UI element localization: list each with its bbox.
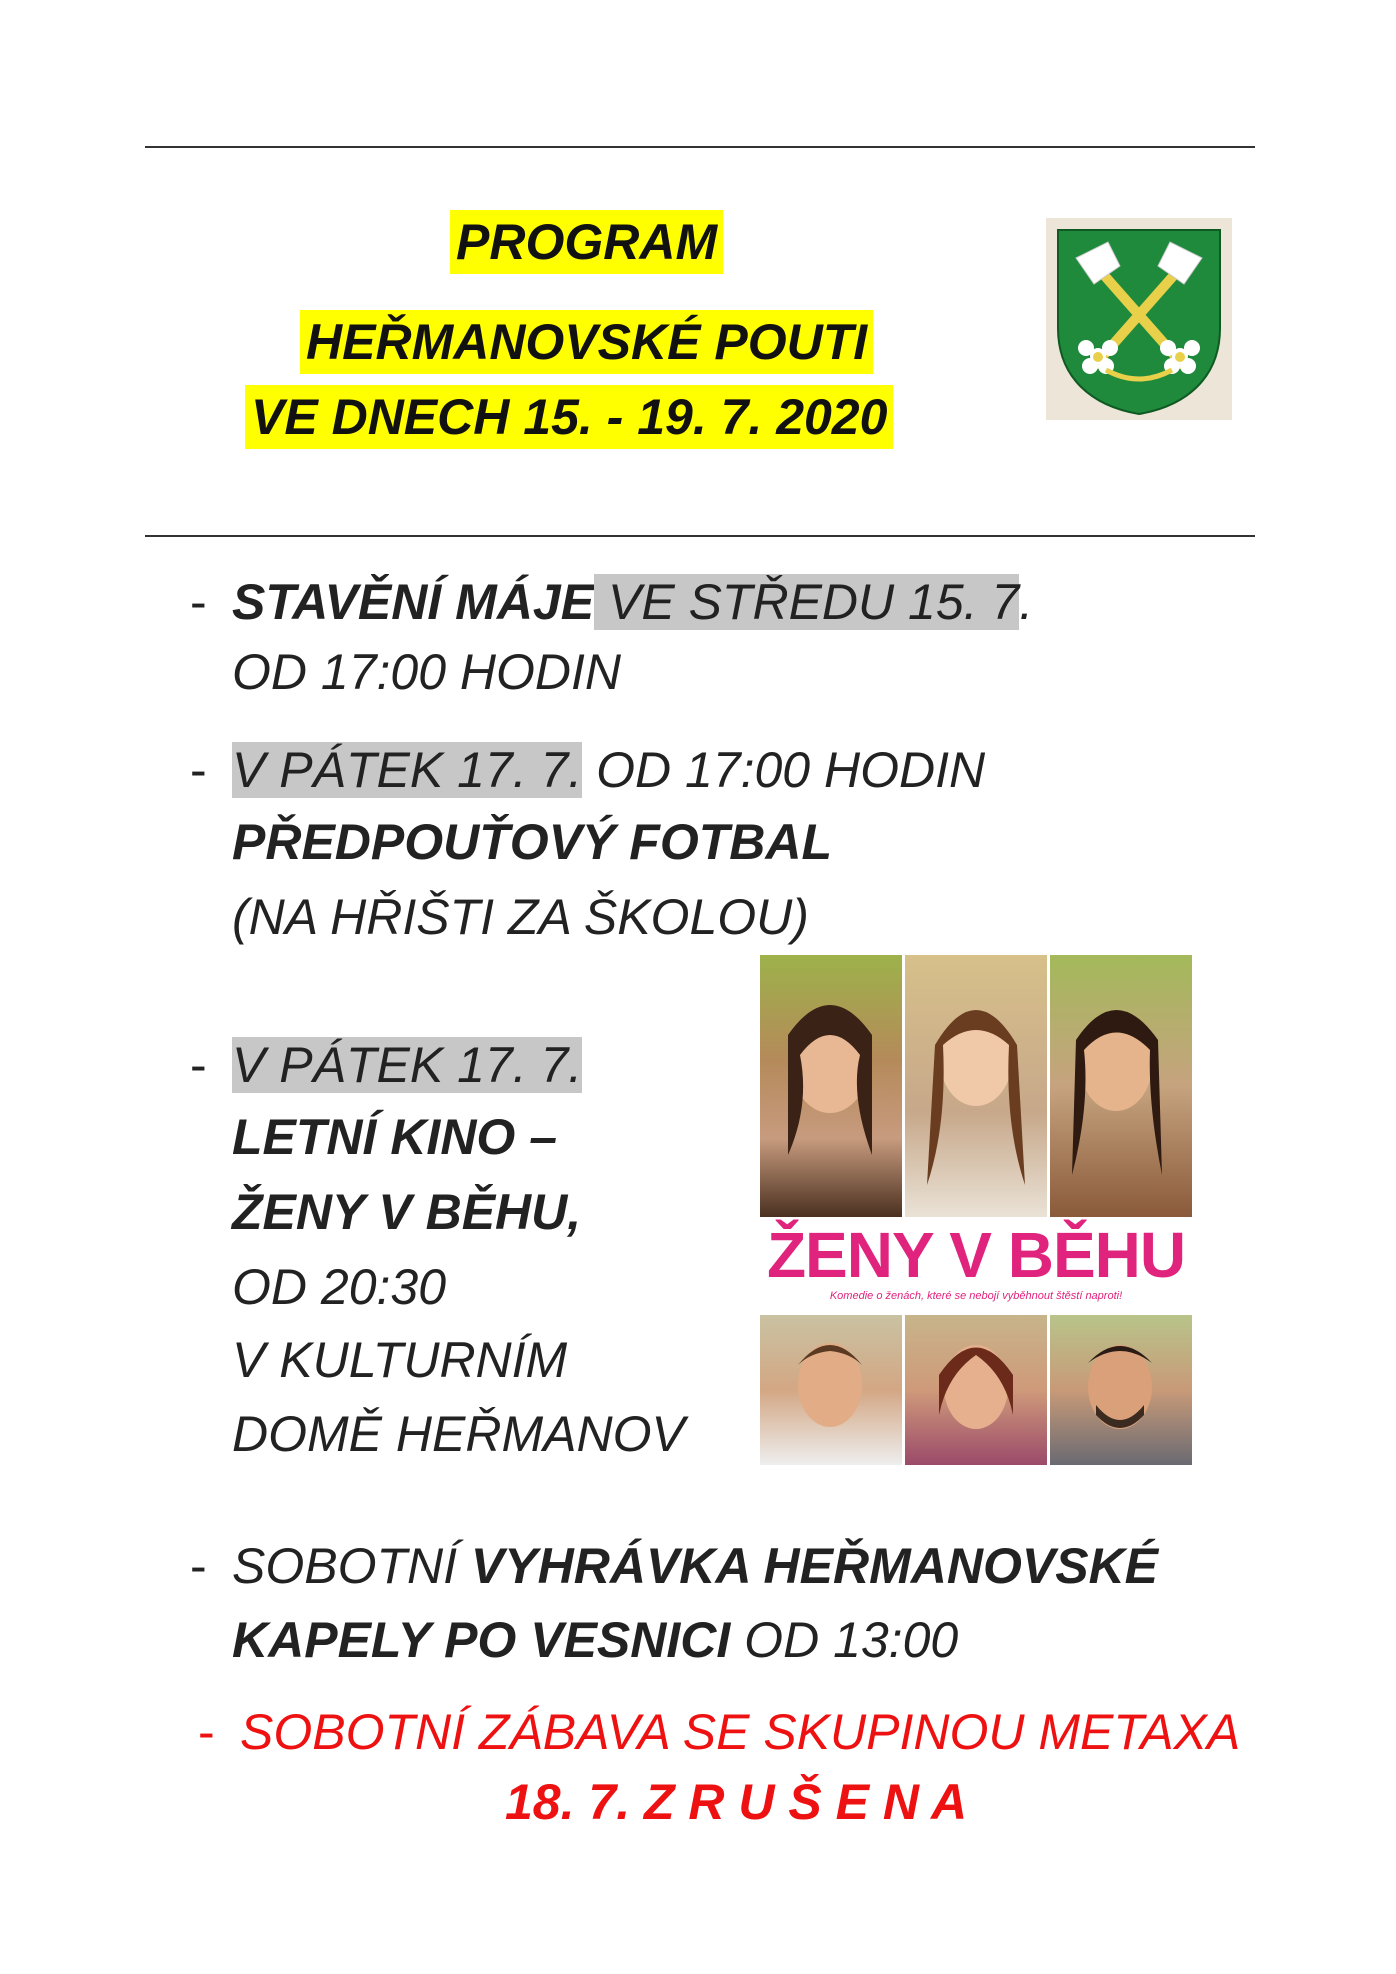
poster-title: ŽENY V BĚHU <box>766 1219 1186 1291</box>
item-football-line1 <box>232 738 985 802</box>
header-title: PROGRAM <box>450 210 723 274</box>
poster-photo-older-woman <box>905 1315 1047 1465</box>
poster-photo-woman-center <box>905 955 1047 1217</box>
item-band-title-cont: KAPELY PO VESNICI <box>232 1612 731 1668</box>
item-cinema-line1 <box>232 1033 582 1097</box>
poster-photo-man-left <box>760 1315 902 1465</box>
item-cinema-time: OD 20:30 <box>232 1259 447 1315</box>
bullet-dash: - <box>198 1704 215 1760</box>
item-football-place: (NA HŘIŠTI ZA ŠKOLOU) <box>232 889 809 945</box>
item-maypole-period: . <box>1019 574 1034 630</box>
item-band-line2 <box>232 1608 958 1672</box>
poster-photo-woman-right <box>1050 955 1192 1217</box>
crest <box>1046 218 1232 420</box>
item-party-cancelled: 18. 7. Z R U Š E N A <box>505 1774 968 1830</box>
bullet-dash: - <box>190 574 207 630</box>
item-band-line1 <box>232 1534 1158 1598</box>
item-cinema-film: ŽENY V BĚHU, <box>232 1184 582 1240</box>
item-band-day: SOBOTNÍ <box>232 1538 471 1594</box>
item-maypole-line1 <box>232 570 1033 634</box>
header-bottom-rule <box>145 535 1255 537</box>
bullet-dash: - <box>190 742 207 798</box>
item-maypole-date: VE STŘEDU 15. 7 <box>594 574 1020 630</box>
item-cinema-place1: V KULTURNÍM <box>232 1332 568 1388</box>
bullet-dash: - <box>190 1538 207 1594</box>
poster-subtitle: Komedie o ženách, které se nebojí vyběhnout štěstí naproti! <box>829 1290 1123 1302</box>
item-party-title: SOBOTNÍ ZÁBAVA SE SKUPINOU METAXA <box>240 1704 1241 1760</box>
item-band-time: OD 13:00 <box>730 1612 959 1668</box>
item-cinema-date: V PÁTEK 17. 7. <box>232 1037 583 1093</box>
header-subtitle: HEŘMANOVSKÉ POUTI <box>300 310 873 374</box>
bullet-dash: - <box>190 1037 207 1093</box>
top-rule <box>145 146 1255 148</box>
movie-poster <box>760 955 1192 1465</box>
item-maypole-title: STAVĚNÍ MÁJE <box>232 574 595 630</box>
header-dates: VE DNECH 15. - 19. 7. 2020 <box>245 385 893 449</box>
item-band-title: VYHRÁVKA HEŘMANOVSKÉ <box>470 1538 1159 1594</box>
poster-photo-man-right <box>1050 1315 1192 1465</box>
item-maypole-time: OD 17:00 HODIN <box>232 644 622 700</box>
poster-photo-woman-left <box>760 955 902 1217</box>
item-football-date: V PÁTEK 17. 7. <box>232 742 583 798</box>
item-cinema-place2: DOMĚ HEŘMANOV <box>232 1406 685 1462</box>
item-football-title: PŘEDPOUŤOVÝ FOTBAL <box>232 814 833 870</box>
item-cinema-title: LETNÍ KINO – <box>232 1109 558 1165</box>
village-coat-of-arms-icon <box>1046 218 1232 420</box>
item-football-time: OD 17:00 HODIN <box>582 742 986 798</box>
